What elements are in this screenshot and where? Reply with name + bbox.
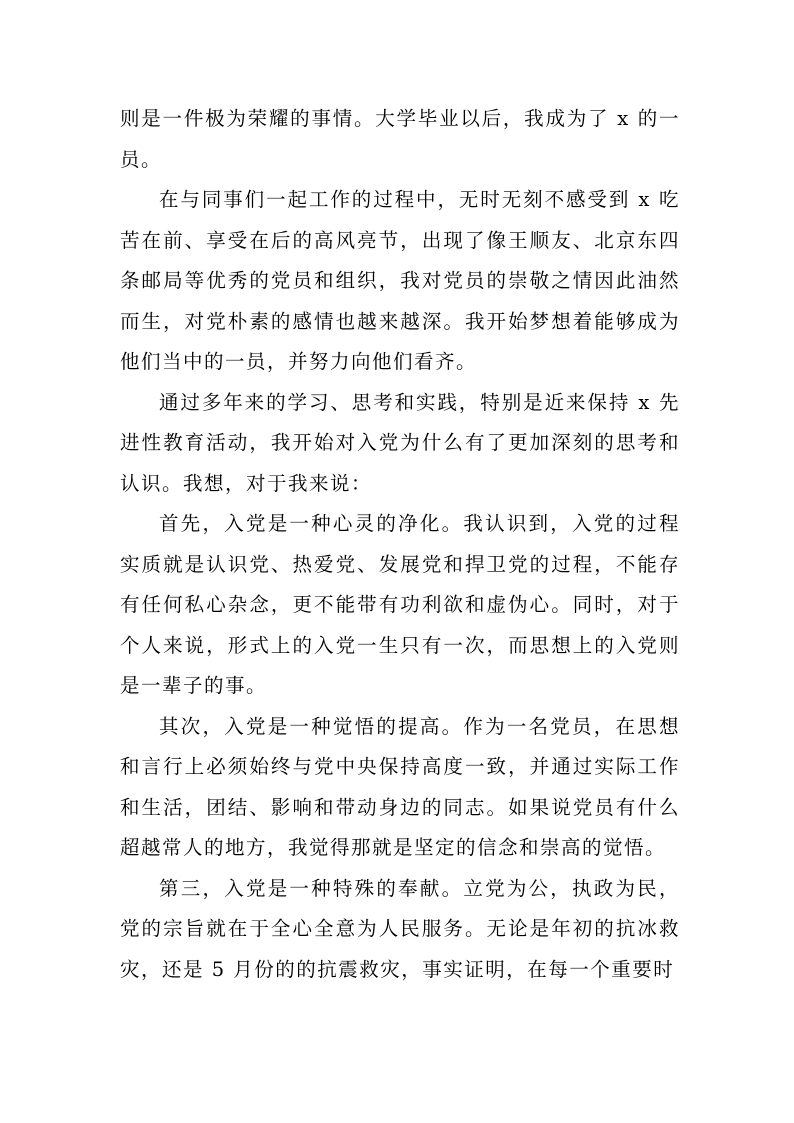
paragraph-third-point: 第三，入党是一种特殊的奉献。立党为公，执政为民，党的宗旨就在于全心全意为人民服务。无论是年初的抗冰救灾，还是 5 月份的的抗震救灾，事实证明，在每一个重要时 [120,876,680,981]
document-body [120,99,680,990]
paragraph-second-point: 其次，入党是一种觉悟的提高。作为一名党员，在思想和言行上必须始终与党中央保持高度一致，并通过实际工作和生活，团结、影响和带动身边的同志。如果说党员有什么超越常人的地方，我觉得那就是坚定的信念和崇高的觉悟。 [120,714,680,859]
paragraph-continuation: 则是一件极为荣耀的事情。大学毕业以后，我成为了 x 的一员。 [120,107,680,171]
paragraph-colleagues: 在与同事们一起工作的过程中，无时无刻不感受到 x 吃苦在前、享受在后的高风亮节，出现了像王顺友、北京东四条邮局等优秀的党员和组织，我对党员的崇敬之情因此油然而生，对党朴素的感情也越来越深。我开始梦想着能够成为他们当中的一员，并努力向他们看齐。 [120,188,680,373]
paragraph-reflection: 通过多年来的学习、思考和实践，特别是近来保持 x 先进性教育活动，我开始对入党为什么有了更加深刻的思考和认识。我想，对于我来说： [120,390,680,495]
paragraph-first-point: 首先，入党是一种心灵的净化。我认识到，入党的过程实质就是认识党、热爱党、发展党和捍卫党的过程，不能存有任何私心杂念，更不能带有功利欲和虚伪心。同时，对于个人来说，形式上的入党一生只有一次，而思想上的入党则是一辈子的事。 [120,512,680,697]
